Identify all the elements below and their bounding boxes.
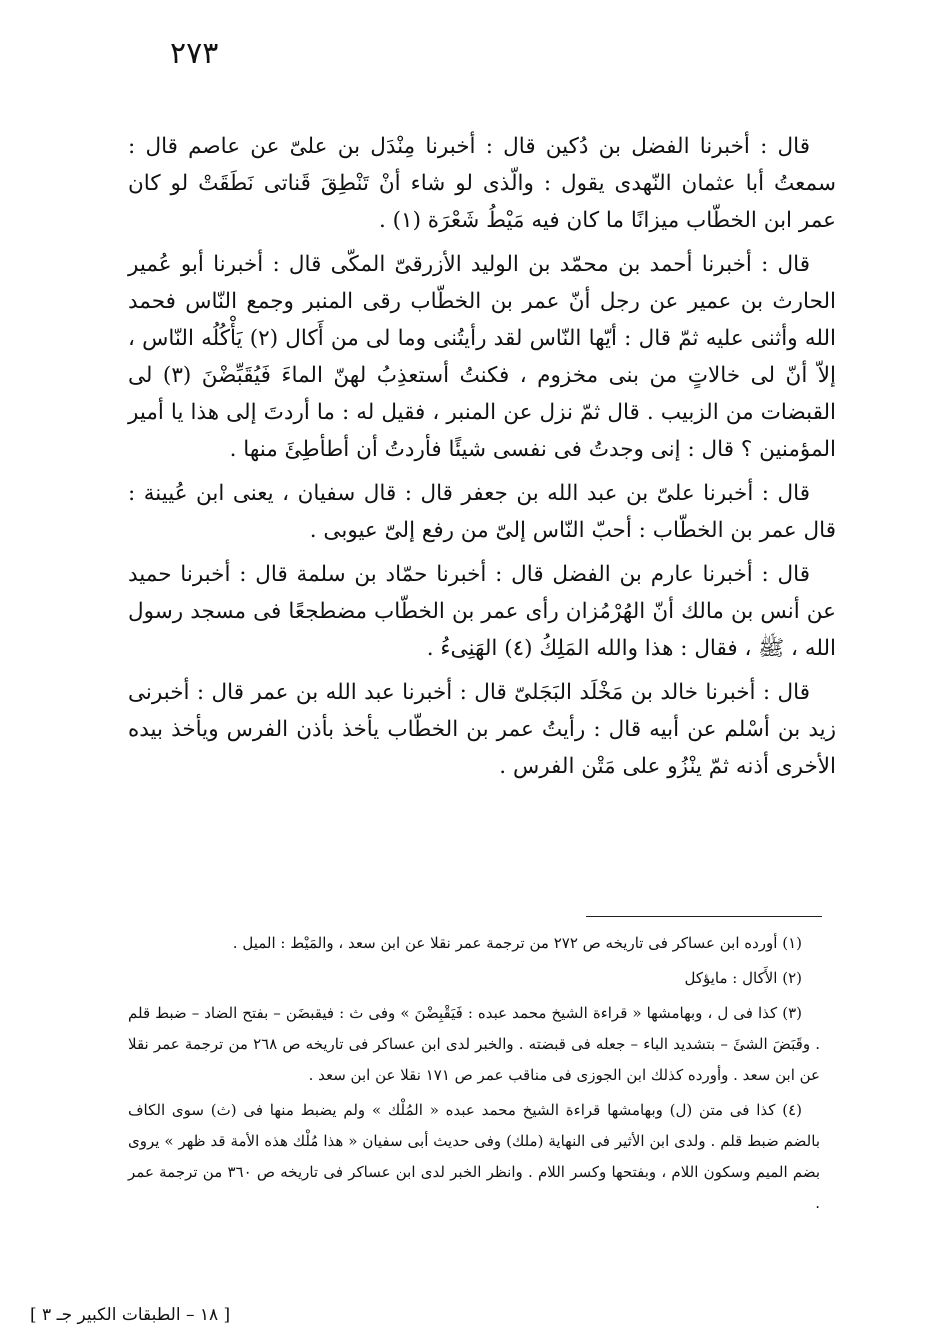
footnote: (٤) كذا فى متن (ل) وبهامشها قراءة الشيخ محمد عبده « المُلْك » ولم يضبط منها فى (ث) سوى الكاف بالضم ضبط قلم . ولدى ابن الأثير فى النهاية (ملك) وفى حديث أبى سفيان « هذا مُلْك هذه الأمة قد ظهر » يروى بضم الميم وسكون اللام ، وبفتحها وكسر اللام . وانظر الخبر لدى ابن عساكر فى تاريخه ص ٣٦٠ من ترجمة عمر .: [128, 1101, 821, 1212]
footnote-separator: [586, 916, 822, 917]
signature-mark: [ ١٨ – الطبقات الكبير جـ ٣ ]: [30, 1305, 231, 1325]
footnote: (٣) كذا فى ل ، وبهامشها « قراءة الشيخ محمد عبده : فَيَقْبِضْنَ » وفى ث : فيقبضَن – بفتح الضاد – ضبط قلم . وقَبَضَ الشئَ – بتشديد الباء – جعله فى قبضته . والخبر لدى ابن عساكر فى تاريخه ص ٢٦٨ من ترجمة عمر نقلا عن ابن سعد . وأورده كذلك ابن الجوزى فى مناقب عمر ص ١٧١ نقلا عن ابن سعد .: [128, 1004, 820, 1084]
footnote: (٢) الأَكال : مايؤكل: [684, 969, 802, 987]
page-number: ٢٧٣: [170, 36, 219, 71]
footnote: (١) أورده ابن عساكر فى تاريخه ص ٢٧٢ من ترجمة عمر نقلا عن ابن سعد ، والمَيْط : الميل .: [232, 934, 802, 952]
paragraph: قال : أخبرنا الفضل بن دُكين قال : أخبرنا مِنْدَل بن علىّ عن عاصم قال : سمعتُ أبا عثمان النّهدى يقول : والّذى لو شاء أنْ تَنْطِقَ قَناتى نَطَقَتْ لو كان عمر ابن الخطّاب ميزانًا ما كان فيه مَيْطُ شَعْرَة (١) .: [128, 134, 836, 233]
paragraph: قال : أخبرنا علىّ بن عبد الله بن جعفر قال : قال سفيان ، يعنى ابن عُيينة : قال عمر بن الخطّاب : أحبّ النّاس إلىّ من رفع إلىّ عيوبى .: [128, 481, 836, 543]
paragraph: قال : أخبرنا خالد بن مَخْلَد البَجَلىّ قال : أخبرنا عبد الله بن عمر قال : أخبرنى زيد بن أسْلم عن أبيه قال : رأيتُ عمر بن الخطّاب يأخذ بأذن الفرس ويأخذ بيده الأخرى أذنه ثمّ ينْزُو على مَتْن الفرس .: [128, 680, 836, 779]
footnotes: [128, 928, 820, 1223]
paragraph: قال : أخبرنا عارم بن الفضل قال : أخبرنا حمّاد بن سلمة قال : أخبرنا حميد عن أنس بن مالك أنّ الهُرْمُزان رأى عمر بن الخطّاب مضطجعًا فى مسجد رسول الله ، ﷺ ، فقال : هذا والله المَلِكُ (٤) الهَنِىءُ .: [128, 562, 836, 661]
paragraph: قال : أخبرنا أحمد بن محمّد بن الوليد الأزرقىّ المكّى قال : أخبرنا أبو عُمير الحارث بن عمير عن رجل أنّ عمر بن الخطّاب رقى المنبر وجمع النّاس فحمد الله وأثنى عليه ثمّ قال : أيّها النّاس لقد رأيتُنى وما لى من أَكال (٢) يَأْكُلُه النّاس ، إلاّ أنّ لى خالاتٍ من بنى مخزوم ، فكنتُ أستعذِبُ لهنّ الماءَ فَيُقَبِّضْنَ (٣) لى القبضات من الزبيب . قال ثمّ نزل عن المنبر ، فقيل له : ما أردتَ إلى هذا يا أمير المؤمنين ؟ قال : إنى وجدتُ فى نفسى شيئًا فأردتُ أن أطأطِئَ منها .: [128, 252, 836, 462]
main-text: [128, 128, 836, 792]
